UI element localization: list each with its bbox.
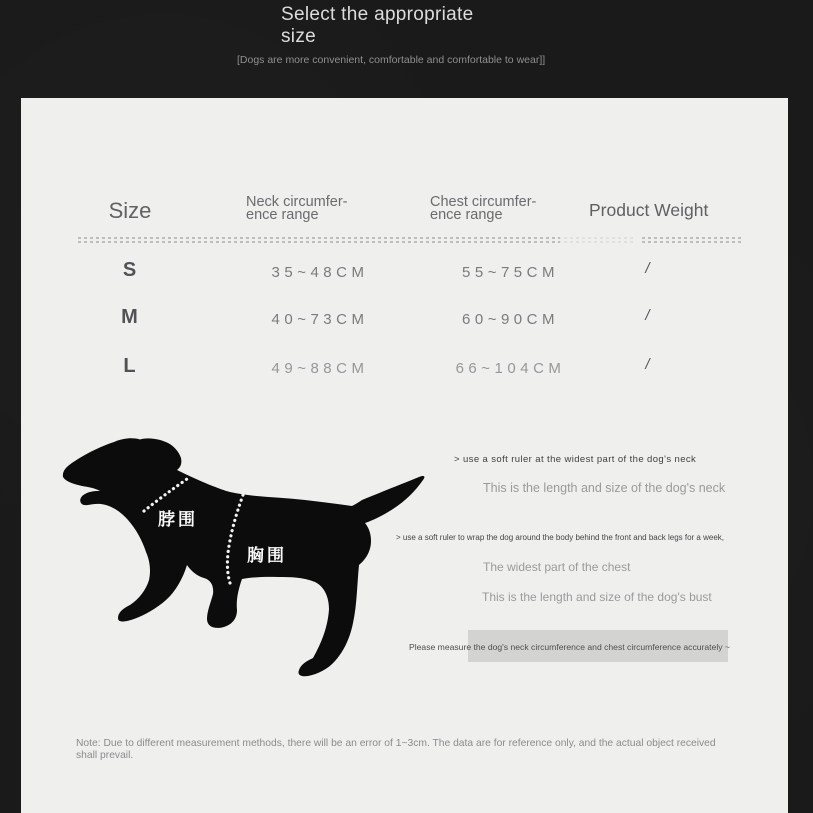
neck-cell: 40~73CM (271, 311, 369, 328)
chest-cell: 60~90CM (462, 311, 559, 328)
measure-reminder-text: Please measure the dog's neck circumference and chest circumference accurately ~ (409, 642, 730, 652)
column-header-product-weight: Product Weight (589, 200, 709, 220)
column-header-size: Size (108, 198, 152, 223)
neck-measure-description: This is the length and size of the dog's neck (483, 481, 726, 495)
chest-measure-description-1: The widest part of the chest (483, 560, 631, 574)
page-title: Select the appropriate size (281, 4, 474, 47)
page-subtitle: [Dogs are more convenient, comfortable and comfortable to wear]] (237, 54, 546, 66)
measurement-error-note: Note: Due to different measurement methods, there will be an error of 1~3cm. The data are for reference only, and the actual object received shall prevail. (76, 738, 716, 761)
column-header-chest-range (430, 196, 536, 222)
weight-cell: / (645, 356, 650, 373)
table-row-size-m (0, 306, 813, 332)
table-row-size-s (0, 259, 813, 285)
weight-cell: / (645, 260, 650, 277)
size-cell: S (122, 259, 137, 281)
column-header-chest-line2: ence range (430, 207, 503, 223)
chest-cell: 66~104CM (455, 360, 566, 377)
size-cell: L (123, 355, 136, 377)
chest-measure-description-2: This is the length and size of the dog's bust (482, 590, 712, 604)
chest-cell: 55~75CM (462, 264, 559, 281)
neck-measure-instruction: > use a soft ruler at the widest part of the dog's neck (454, 454, 697, 465)
size-cell: M (121, 306, 138, 328)
neck-cell: 49~88CM (271, 360, 369, 377)
chest-circumference-label: 胸围 (247, 546, 287, 565)
table-header-divider (78, 237, 742, 243)
weight-cell: / (645, 307, 650, 324)
divider-faded-segment (560, 236, 633, 244)
divider-gap (633, 236, 641, 244)
column-header-neck-range (246, 196, 348, 222)
dog-silhouette-image (60, 433, 430, 683)
neck-circumference-label: 脖围 (158, 510, 198, 529)
column-header-neck-line1: Neck circumfer- (246, 194, 348, 210)
column-header-neck-line2: ence range (246, 207, 319, 223)
neck-cell: 35~48CM (271, 264, 369, 281)
column-header-chest-line1: Chest circumfer- (430, 194, 537, 210)
chest-measure-instruction: > use a soft ruler to wrap the dog around the body behind the front and back legs for a week, (396, 533, 724, 542)
table-row-size-l (0, 355, 813, 381)
